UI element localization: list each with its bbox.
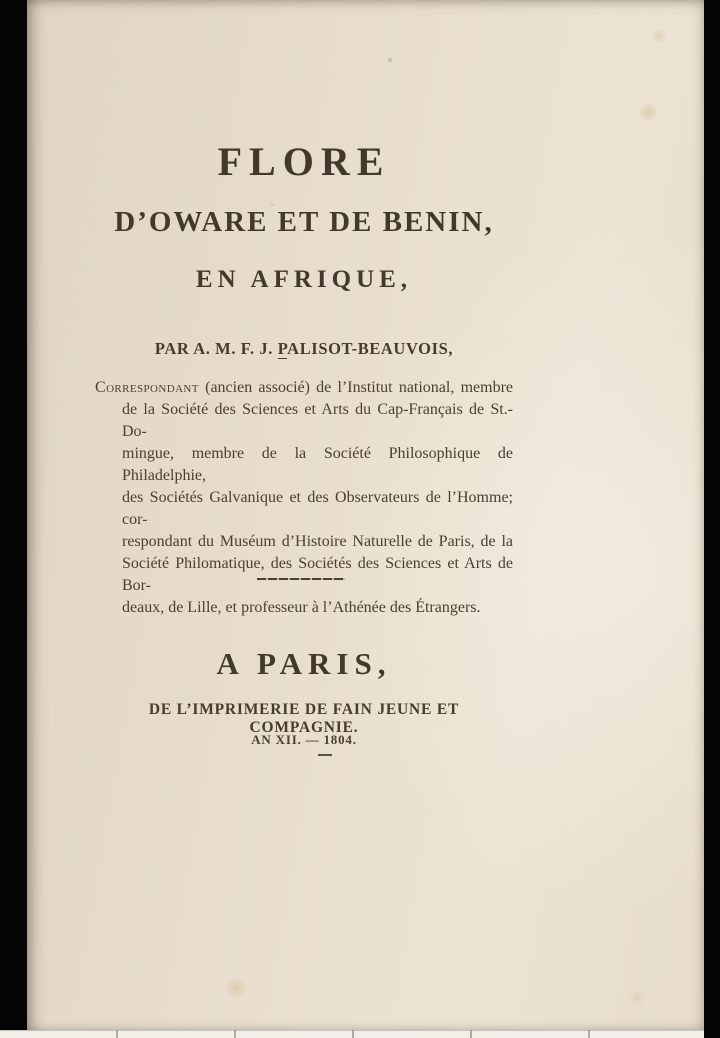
byline-underlined-letter: P <box>277 339 288 358</box>
date-underline-dash <box>318 754 332 756</box>
affiliation-lead-word: Correspondant <box>95 379 199 396</box>
title-line-3: EN AFRIQUE, <box>195 266 413 293</box>
imprint-city: A PARIS, <box>216 646 392 681</box>
affiliation-line <box>95 377 513 399</box>
affiliation-line: deaux, de Lille, et professeur à l’Athénée des Étrangers. <box>122 599 481 616</box>
text-column <box>95 0 513 1031</box>
author-affiliations-paragraph <box>95 377 513 619</box>
affiliation-line-text: (ancien associé) de l’Institut national, membre <box>198 379 513 396</box>
affiliation-line: respondant du Muséum d’Histoire Naturelle de Paris, de la <box>122 533 513 550</box>
imprint-date: AN XII. — 1804. <box>251 732 357 747</box>
affiliation-line: Société Philomatique, des Sociétés des Sciences et Arts de Bor- <box>122 555 513 594</box>
paper-page <box>27 0 704 1031</box>
main-title: FLORE <box>217 139 391 184</box>
affiliation-line: de la Société des Sciences et Arts du Cap-Français de St.-Do- <box>122 401 513 440</box>
byline-suffix: ALISOT-BEAUVOIS, <box>287 339 454 358</box>
byline-prefix: PAR A. M. F. J. <box>154 339 278 358</box>
film-border-left <box>0 0 27 1031</box>
title-line-2: D’OWARE ET DE BENIN, <box>114 206 494 238</box>
author-byline <box>95 339 513 359</box>
imprint-printer: DE L’IMPRIMERIE DE FAIN JEUNE ET COMPAGNIE. <box>148 701 460 736</box>
affiliation-line: des Sociétés Galvanique et des Observateurs de l’Homme; cor- <box>122 489 513 528</box>
dashed-divider-rule <box>257 578 345 580</box>
film-border-right <box>704 0 720 1038</box>
affiliation-line: mingue, membre de la Société Philosophique de Philadelphie, <box>122 445 513 484</box>
scan-bottom-edge-strip <box>0 1030 704 1038</box>
